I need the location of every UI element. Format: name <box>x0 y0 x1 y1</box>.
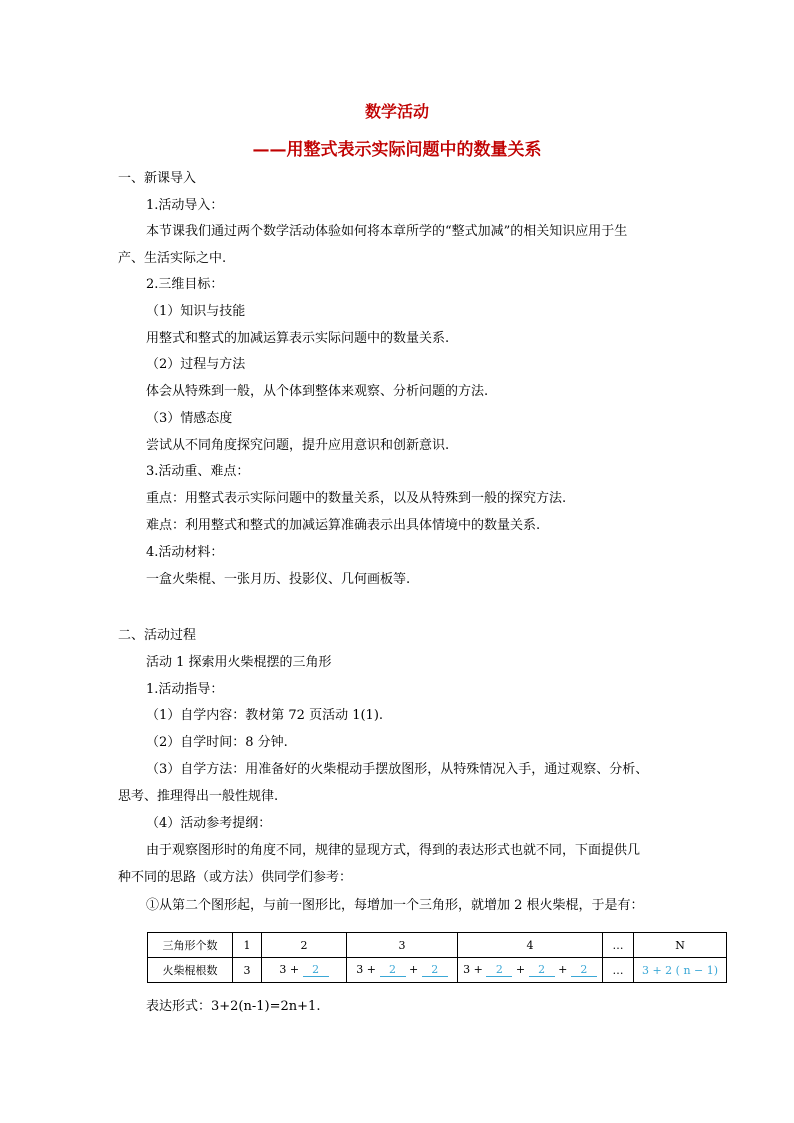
table-cell: … <box>603 933 634 958</box>
table-row <box>148 958 727 983</box>
table-cell: … <box>603 958 634 983</box>
plus-sign: + <box>558 963 568 976</box>
answer-blank: 2 <box>303 963 329 977</box>
table-cell: N <box>634 933 727 958</box>
page-title: 数学活动 <box>364 102 429 121</box>
paragraph-line: ①从第二个图形起，与前一图形比，每增加一个三角形，就增加 2 根火柴棍，于是有： <box>146 898 644 913</box>
paragraph-line: 重点：用整式表示实际问题中的数量关系，以及从特殊到一般的探究方法. <box>146 491 567 506</box>
paragraph-line: 产、生活实际之中. <box>118 251 227 266</box>
paragraph-line: 由于观察图形时的角度不同，规律的显现方式，得到的表达形式也就不同，下面提供几 <box>146 843 641 858</box>
table-cell: 三角形个数 <box>148 933 233 958</box>
table-cell: 1 <box>233 933 262 958</box>
formula-line: 表达形式：3+2(n-1)=2n+1. <box>146 999 321 1014</box>
subitem-heading: （2）过程与方法 <box>146 357 246 372</box>
item-heading: 1.活动指导： <box>146 682 224 697</box>
answer-blank: 2 <box>571 963 597 977</box>
paragraph-line: 用整式和整式的加减运算表示实际问题中的数量关系. <box>146 331 450 346</box>
formula-prefix: 3 + <box>463 963 483 976</box>
activity-heading: 活动 1 探索用火柴棍摆的三角形 <box>146 655 332 670</box>
paragraph-line: （1）自学内容：教材第 72 页活动 1(1). <box>146 708 384 723</box>
plus-sign: + <box>515 963 526 976</box>
subitem-heading: （1）知识与技能 <box>146 304 246 319</box>
section-heading: 一、新课导入 <box>118 171 197 186</box>
item-heading: 3.活动重、难点： <box>146 464 250 479</box>
paragraph-line: 本节课我们通过两个数学活动体验如何将本章所学的“整式加减”的相关知识应用于生 <box>146 224 628 239</box>
table-cell: 3 + 2 ( n − 1) <box>634 958 727 983</box>
matchstick-table <box>147 932 727 983</box>
paragraph-line: 思考、推理得出一般性规律. <box>118 789 279 804</box>
table-cell <box>262 958 347 983</box>
table-cell <box>458 958 603 983</box>
table-cell <box>347 958 458 983</box>
table-cell: 火柴棍根数 <box>148 958 233 983</box>
answer-blank: 2 <box>529 963 555 977</box>
paragraph-line: （2）自学时间：8 分钟. <box>146 735 288 750</box>
item-heading: 1.活动导入： <box>146 198 224 213</box>
table-cell: 3 <box>347 933 458 958</box>
section-heading: 二、活动过程 <box>118 628 197 643</box>
formula-prefix: 3 + <box>279 963 300 976</box>
answer-blank: 2 <box>380 963 406 977</box>
paragraph-line: 尝试从不同角度探究问题，提升应用意识和创新意识. <box>146 438 450 453</box>
table-cell: 4 <box>458 933 603 958</box>
table-cell: 2 <box>262 933 347 958</box>
paragraph-line: 体会从特殊到一般，从个体到整体来观察、分析问题的方法. <box>146 384 489 399</box>
table-cell: 3 <box>233 958 262 983</box>
table-row <box>148 933 727 958</box>
paragraph-line: （4）活动参考提纲： <box>146 816 272 831</box>
paragraph-line: （3）自学方法：用准备好的火柴棍动手摆放图形，从特殊情况入手，通过观察、分析、 <box>146 762 649 777</box>
answer-blank: 2 <box>422 963 448 977</box>
item-heading: 2.三维目标： <box>146 277 224 292</box>
page-subtitle: ——用整式表示实际问题中的数量关系 <box>252 140 542 160</box>
item-heading: 4.活动材料： <box>146 545 224 560</box>
answer-blank: 2 <box>486 963 512 977</box>
paragraph-line: 种不同的思路（或方法）供同学们参考： <box>118 870 353 885</box>
paragraph-line: 难点：利用整式和整式的加减运算准确表示出具体情境中的数量关系. <box>146 518 541 533</box>
plus-sign: + <box>409 963 419 976</box>
subitem-heading: （3）情感态度 <box>146 411 233 426</box>
paragraph-line: 一盒火柴棍、一张月历、投影仪、几何画板等. <box>146 572 411 587</box>
formula-prefix: 3 + <box>356 963 376 976</box>
